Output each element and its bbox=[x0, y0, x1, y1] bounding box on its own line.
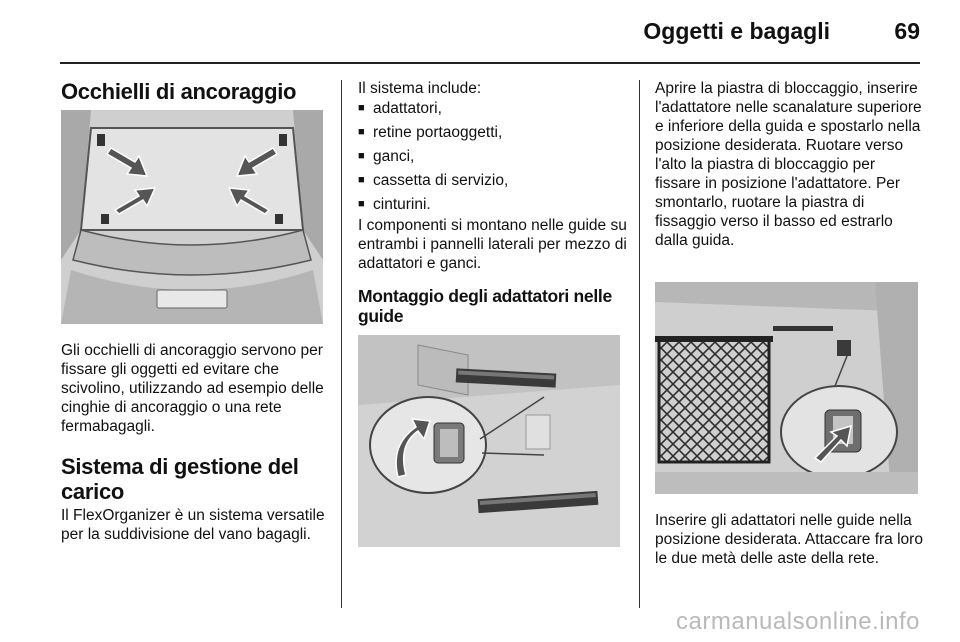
system-includes-intro: Il sistema include: bbox=[358, 80, 482, 97]
paragraph-components-mounting: I componenti si montano nelle guide su entrambi i pannelli laterali per mezzo di adattatori e ganci. bbox=[358, 217, 627, 272]
list-item: ■ adattatori, bbox=[358, 99, 628, 118]
system-components-list bbox=[358, 94, 628, 219]
list-item: ■ retine portaoggetti, bbox=[358, 123, 628, 142]
figure-trunk-anchor-eyes bbox=[61, 110, 323, 324]
watermark-text: carmanualsonline.info bbox=[676, 608, 920, 635]
running-header-title: Oggetti e bagagli bbox=[643, 18, 830, 44]
paragraph-anchor-eyes: Gli occhielli di ancoraggio servono per fissare gli oggetti ed evitare che scivolino, utilizzando ad esempio delle cinghie di ancoraggio o una rete fermabagagli. bbox=[61, 342, 324, 435]
trunk-illustration bbox=[61, 110, 323, 324]
figure-adapter-mounting bbox=[358, 335, 620, 547]
column-divider-right bbox=[639, 80, 640, 608]
adapter-illustration bbox=[358, 335, 620, 547]
list-item: ■ cassetta di servizio, bbox=[358, 171, 628, 190]
page-number: 69 bbox=[894, 18, 920, 44]
header-rule bbox=[60, 62, 920, 64]
section-heading-load-management: Sistema di gestione del carico bbox=[61, 454, 299, 504]
net-illustration bbox=[655, 282, 918, 494]
paragraph-flexorganizer: Il FlexOrganizer è un sistema versatile per la suddivisione del vano bagagli. bbox=[61, 507, 325, 543]
list-item: ■ ganci, bbox=[358, 147, 628, 166]
section-heading-anchor-eyes: Occhielli di ancoraggio bbox=[61, 79, 297, 104]
list-item: ■ cinturini. bbox=[358, 195, 628, 214]
figure-partition-net bbox=[655, 282, 918, 494]
column-divider-left bbox=[341, 80, 342, 608]
subheading-adapter-mounting: Montaggio degli adattatori nelle guide bbox=[358, 286, 612, 326]
paragraph-locking-plate: Aprire la piastra di bloccaggio, inserire l'adattatore nelle scanalature superiore e inferiore della guida e spostarlo nella posizione desiderata. Ruotare verso l'alto la piastra di bloccaggio per fissare in posizione l'adattatore. Per smontarlo, ruotare la piastra di fissaggio verso il basso ed estrarlo dalla guida. bbox=[655, 80, 922, 249]
paragraph-insert-adapters: Inserire gli adattatori nelle guide nella posizione desiderata. Attaccare fra loro le due metà delle aste della rete. bbox=[655, 512, 923, 567]
